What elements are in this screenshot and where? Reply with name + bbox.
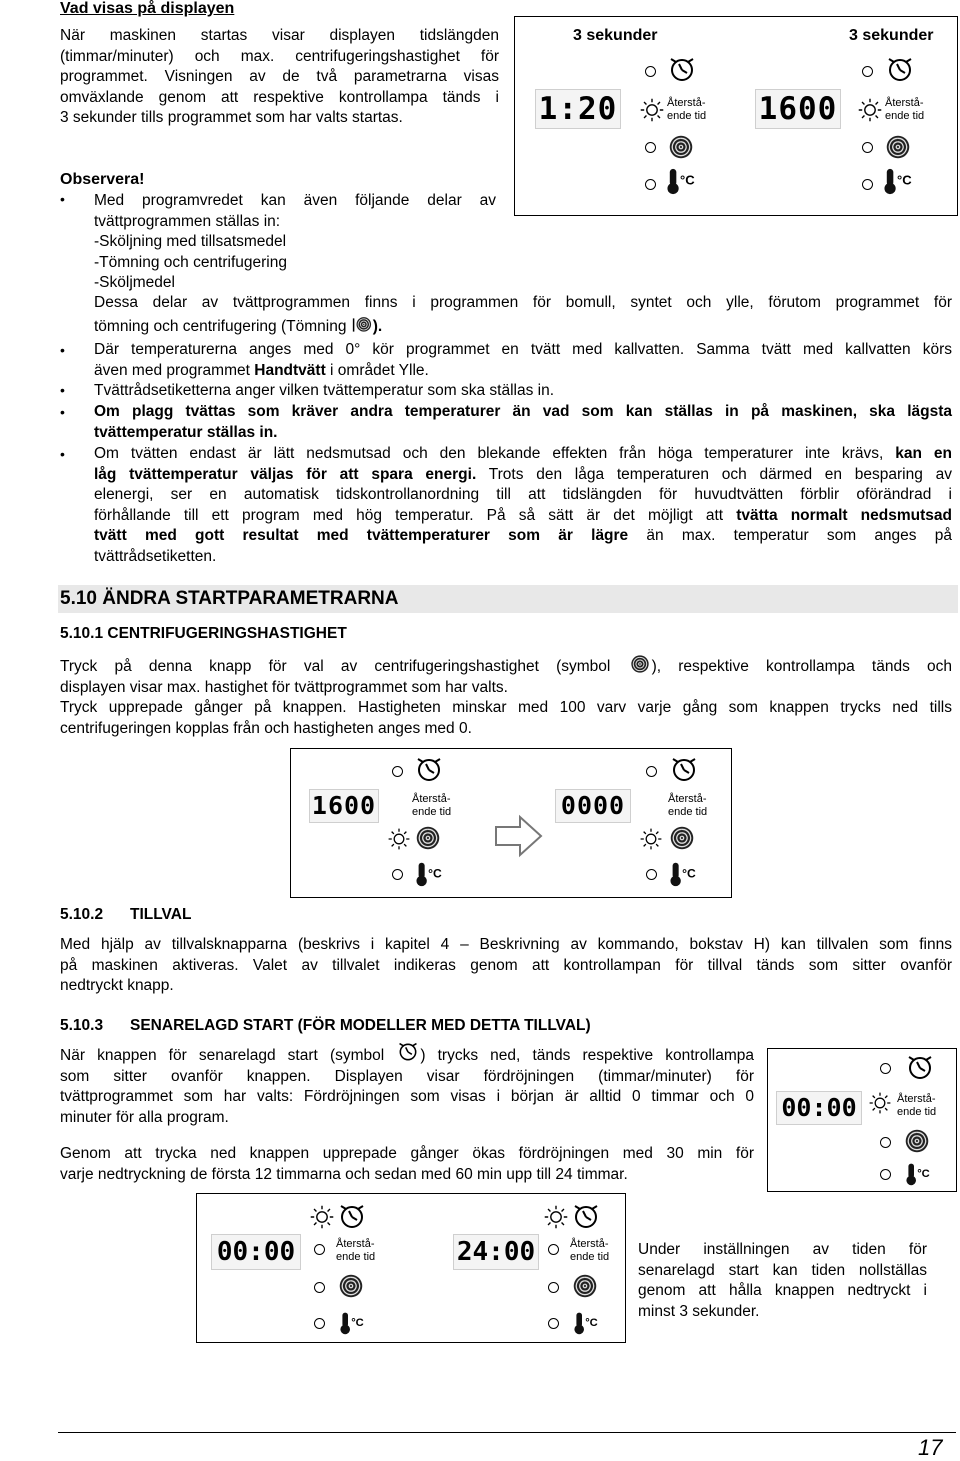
text-line: nedtryckt knapp. xyxy=(60,977,174,994)
lamp-delay-right xyxy=(862,66,873,77)
lamp-temp-left xyxy=(392,869,403,880)
text-line: tvättemperatur ställas in. xyxy=(94,423,278,441)
lamp-delay-left xyxy=(392,766,403,777)
sun-icon xyxy=(868,1091,892,1115)
spin-icon xyxy=(572,1273,598,1299)
temperature-icon xyxy=(668,861,698,887)
speed-display: 1600 xyxy=(755,89,841,129)
lamp-spin-left xyxy=(314,1282,325,1293)
text-line: Tryck på denna knapp för val av centrifugeringshastighet (symbol ), respektive kontrollampa tänds och xyxy=(60,654,952,678)
text-line: tvättprogrammen ställas in: xyxy=(94,212,281,230)
lamp-temp-left xyxy=(645,179,656,190)
text-line: på maskinen aktiveras. Valet av tillvalet indikeras genom att kontrollampan för tillval tänds som sitter ovanför xyxy=(60,956,952,974)
delay-display: 24:00 xyxy=(453,1234,539,1270)
temperature-icon xyxy=(414,861,444,887)
speed-display: 1600 xyxy=(309,789,379,823)
speed-display: 0000 xyxy=(555,789,631,823)
observe-heading: Observera! xyxy=(60,171,145,188)
subheading-5-10-2-number: 5.10.2 xyxy=(60,906,104,923)
bullet-dot: • xyxy=(60,446,65,462)
temperature-icon xyxy=(882,167,914,195)
lamp-delay-left xyxy=(645,66,656,77)
text-line: även med programmet Handtvätt i området Ylle. xyxy=(94,361,429,379)
spin-icon xyxy=(885,134,911,160)
caption-left: 3 sekunder xyxy=(573,27,658,44)
spin-icon xyxy=(415,825,441,851)
lamp-spin-right xyxy=(862,142,873,153)
spin-icon xyxy=(628,654,652,674)
display-panel-delay xyxy=(767,1048,957,1192)
temperature-icon xyxy=(665,167,697,195)
spin-speed-paragraph xyxy=(60,654,952,739)
text-line: Genom att trycka ned knappen upprepade gånger ökas fördröjningen med 30 min för xyxy=(60,1145,754,1162)
text-line: förhållande till ett program med hög temperatur. På så sätt är det möjligt att tvätta normalt nedsmutsad xyxy=(94,506,952,524)
bullet-program-parts xyxy=(94,191,496,294)
text-line: tvättrådsetiketten. xyxy=(94,547,217,565)
text-line: varje nedtryckning de första 12 timmarna och sedan med 60 min upp till 24 timmar. xyxy=(60,1165,628,1183)
sun-icon xyxy=(309,1204,335,1230)
clock-icon xyxy=(669,757,699,783)
bullet-dot: • xyxy=(60,191,65,207)
text-line: -Sköljmedel xyxy=(94,274,175,291)
display-paragraph-line: När maskinen startas visar displayen tidslängden xyxy=(60,27,499,44)
delay-display: 00:00 xyxy=(776,1091,862,1125)
time-display: 1:20 xyxy=(535,89,621,129)
text-line: Om tvätten endast är lätt nedsmutsad och den blekande effekten från höga temperaturer inte krävs, kan en xyxy=(94,445,952,462)
clock-icon xyxy=(571,1204,601,1230)
bullet-cold-water xyxy=(94,340,952,381)
remaining-time-label: Återstå- ende tid xyxy=(667,97,707,122)
clock-icon xyxy=(337,1204,367,1230)
delayed-start-paragraph xyxy=(60,1042,754,1128)
clock-icon xyxy=(885,57,915,83)
text-line: När knappen för senarelagd start (symbol ) trycks ned, tänds respektive kontrollampa xyxy=(60,1042,754,1067)
text-line: Med programvredet kan även följande delar av xyxy=(94,192,496,209)
temperature-icon xyxy=(337,1311,367,1335)
remaining-time-label: Återstå- ende tid xyxy=(885,97,925,122)
spin-icon xyxy=(351,316,373,334)
text-line: displayen visar max. hastighet för tvättprogrammet som har valts. xyxy=(60,678,508,696)
lamp-temp-right xyxy=(646,869,657,880)
text-line: låg tvättemperatur väljas för att spara energi. Trots den låga temperaturen och därmed en besparing av xyxy=(94,465,952,483)
temperature-icon xyxy=(571,1311,601,1335)
display-paragraph-line: omväxlande genom att respektive kontrollampa tänds i xyxy=(60,88,499,106)
text-line: elenergi, ser en automatisk tidskontrollanordning till att tidslängden för huvudtvätten förblir oförändrad i xyxy=(94,486,952,503)
delay-display: 00:00 xyxy=(211,1234,301,1270)
sun-icon xyxy=(387,827,411,851)
display-panel-spin-speed xyxy=(290,748,732,898)
sun-icon xyxy=(639,97,665,123)
subheading-5-10-3-number: 5.10.3 xyxy=(60,1017,104,1034)
lamp-spin-left xyxy=(645,142,656,153)
remaining-time-label: Återstå- ende tid xyxy=(668,793,708,818)
display-paragraph-line: programmet. Visningen av de två parametrarna visas xyxy=(60,68,499,85)
bullet-energy-saving xyxy=(94,444,952,567)
clock-icon xyxy=(396,1042,420,1062)
text-line: Om plagg tvättas som kräver andra temperaturer än vad som kan ställas in på maskinen, ska lägsta xyxy=(94,403,952,420)
display-panel-top xyxy=(514,16,958,216)
spin-icon xyxy=(669,825,695,851)
lamp-remaining-left xyxy=(314,1244,325,1255)
text-line: minuter för alla program. xyxy=(60,1108,229,1126)
spin-icon xyxy=(338,1273,364,1299)
footer-rule xyxy=(58,1432,956,1433)
remaining-time-label: Återstå- ende tid xyxy=(412,793,452,818)
text-line: Dessa delar av tvättprogrammen finns i programmen för bomull, syntet och ylle, förutom programmet för xyxy=(94,294,952,311)
lamp-temp-left xyxy=(314,1318,325,1329)
text-line: centrifugeringen kopplas från och hastigheten anges med 0. xyxy=(60,719,472,737)
sun-icon xyxy=(857,97,883,123)
display-paragraph-line: (timmar/minuter) och max. centrifugeringshastighet för xyxy=(60,47,499,65)
clock-icon xyxy=(667,57,697,83)
text-line: tvättprogrammet som har valts: Fördröjningen som visas i början är alltid 0 timmar och 0 xyxy=(60,1088,754,1105)
lamp-temp-right xyxy=(862,179,873,190)
remaining-time-label: Återstå- ende tid xyxy=(897,1093,937,1118)
text-line: tvätt med gott resultat med tvättemperaturer som är lägre än max. temperatur som anges på xyxy=(94,527,953,544)
bullet-program-parts-cont xyxy=(94,293,952,337)
delayed-start-increment-paragraph xyxy=(60,1144,754,1185)
bullet-lowest-temp xyxy=(94,402,952,443)
reset-note xyxy=(638,1240,927,1322)
text-line: senarelagd start kan tiden nollställas xyxy=(638,1261,927,1279)
arrow-right-icon xyxy=(494,814,544,858)
clock-icon xyxy=(905,1055,935,1081)
subheading-5-10-1: 5.10.1 CENTRIFUGERINGSHASTIGHET xyxy=(60,625,347,642)
text-line: minst 3 sekunder. xyxy=(638,1302,760,1320)
page-number: 17 xyxy=(918,1435,943,1460)
bullet-dot: • xyxy=(60,382,65,398)
subheading-5-10-3-title: SENARELAGD START (FÖR MODELLER MED DETTA TILLVAL) xyxy=(130,1017,591,1034)
text-line: Där temperaturerna anges med 0° kör programmet en tvätt med kallvatten. Samma tvätt med kallvatten körs xyxy=(94,341,952,358)
lamp-delay xyxy=(880,1063,891,1074)
bullet-dot: • xyxy=(60,342,65,358)
temperature-icon xyxy=(903,1162,933,1186)
display-panel-delay-steps xyxy=(196,1193,626,1343)
text-line: Tryck upprepade gånger på knappen. Hastigheten minskar med 100 varv varje gång som knappen trycks ned tills xyxy=(60,699,952,716)
text-line: Med hjälp av tillvalsknapparna (beskrivs i kapitel 4 – Beskrivning av kommando, bokstav H) kan tillvalen som finns xyxy=(60,936,952,953)
text-line: genom att hålla knappen nedtryckt i xyxy=(638,1282,927,1299)
display-paragraph-line: 3 sekunder tills programmet som har valts startas. xyxy=(60,109,403,126)
section-heading-5-10: 5.10 ÄNDRA STARTPARAMETRARNA xyxy=(60,588,399,609)
display-paragraph xyxy=(60,26,499,129)
spin-icon xyxy=(904,1128,930,1154)
caption-right: 3 sekunder xyxy=(849,27,934,44)
subheading-5-10-2-title: TILLVAL xyxy=(130,906,192,923)
text-line: Under inställningen av tiden för xyxy=(638,1241,927,1258)
spin-icon xyxy=(668,134,694,160)
section-heading-display: Vad visas på displayen xyxy=(60,0,235,17)
sun-icon xyxy=(639,827,663,851)
text-line: -Sköljning med tillsatsmedel xyxy=(94,233,287,250)
lamp-spin xyxy=(880,1137,891,1148)
text-line: -Tömning och centrifugering xyxy=(94,253,287,271)
text-line: tömning och centrifugering (Tömning ). xyxy=(94,317,383,335)
lamp-temp-right xyxy=(548,1318,559,1329)
text-line: som sitter ovanför knappen. Displayen visar fördröjningen (timmar/minuter) för xyxy=(60,1067,754,1085)
bullet-dot: • xyxy=(60,404,65,420)
lamp-delay-right xyxy=(646,766,657,777)
lamp-temp xyxy=(880,1169,891,1180)
sun-icon xyxy=(543,1204,569,1230)
lamp-remaining-right xyxy=(548,1244,559,1255)
options-paragraph xyxy=(60,935,952,997)
clock-icon xyxy=(414,757,444,783)
bullet-care-labels: Tvättrådsetiketterna anger vilken tvättemperatur som ska ställas in. xyxy=(94,382,555,399)
lamp-spin-right xyxy=(548,1282,559,1293)
remaining-time-label: Återstå- ende tid xyxy=(336,1238,376,1263)
remaining-time-label: Återstå- ende tid xyxy=(570,1238,610,1263)
